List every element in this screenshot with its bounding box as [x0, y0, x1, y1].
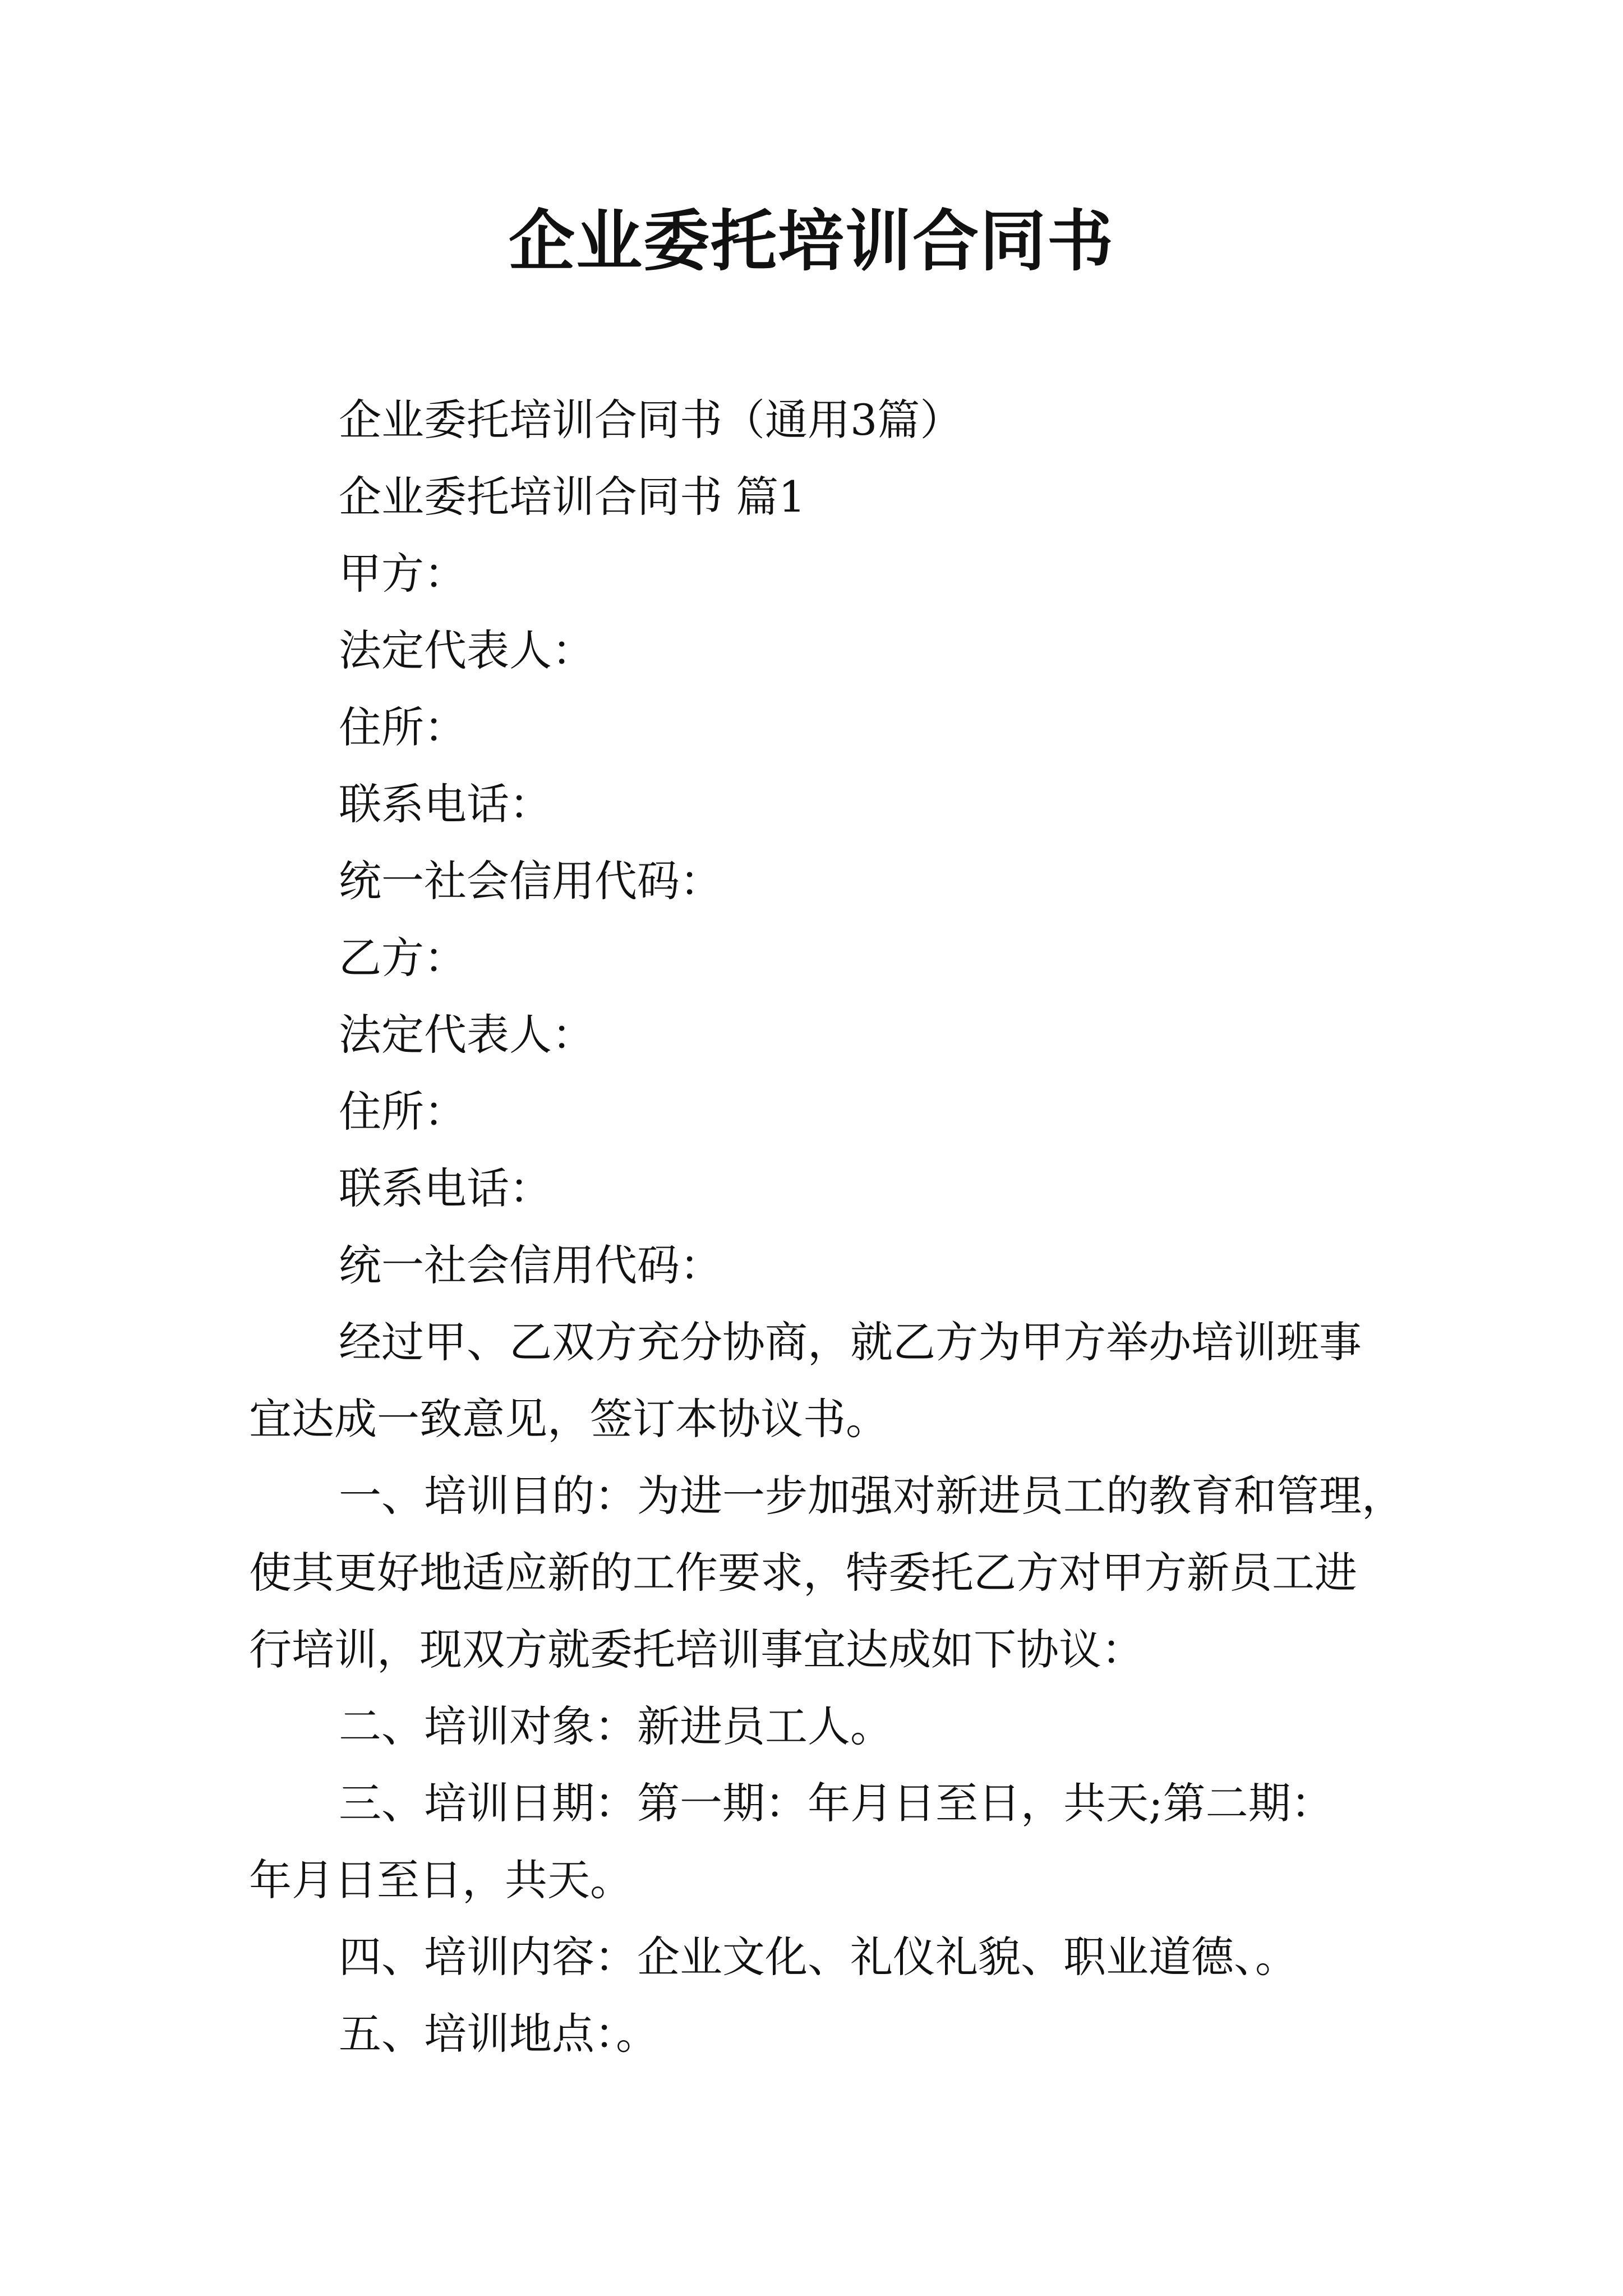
purpose-line: 一、培训目的：为进一步加强对新进员工的教育和管理， [339, 1471, 1404, 1521]
training-target-paragraph [249, 1688, 1393, 1765]
dates-line: 三、培训日期：第一期：年月日至日，共天;第二期： [339, 1778, 1334, 1828]
training-location-paragraph [249, 1995, 1393, 2072]
party-b-credit-code: 统一社会信用代码： [339, 1240, 722, 1290]
party-a-credit-code: 统一社会信用代码： [339, 856, 722, 906]
subtitle-line: 企业委托培训合同书（通用3篇） [339, 395, 963, 445]
party-a-label: 甲方： [339, 549, 467, 599]
training-dates-paragraph [249, 1765, 1393, 1918]
training-content-paragraph [249, 1918, 1393, 1995]
party-a-representative: 法定代表人： [339, 625, 594, 675]
purpose-line: 行培训，现双方就委托培训事宜达成如下协议： [249, 1625, 1144, 1674]
intro-line: 经过甲、乙双方充分协商，就乙方为甲方举办培训班事 [339, 1317, 1362, 1367]
section-heading: 企业委托培训合同书 篇1 [339, 472, 806, 522]
intro-paragraph [249, 1304, 1393, 1457]
training-purpose-paragraph [249, 1457, 1404, 1688]
party-a-address: 住所： [339, 702, 467, 752]
document-body [249, 381, 1404, 2072]
party-b-label: 乙方： [339, 933, 467, 983]
purpose-line: 使其更好地适应新的工作要求，特委托乙方对甲方新员工进 [249, 1548, 1357, 1598]
target-line: 二、培训对象：新进员工人。 [339, 1701, 893, 1751]
party-b-address: 住所： [339, 1087, 467, 1137]
document-title: 企业委托培训合同书 [508, 202, 1114, 280]
dates-line: 年月日至日，共天。 [249, 1855, 633, 1905]
intro-line: 宜达成一致意见，签订本协议书。 [249, 1394, 888, 1444]
party-a-phone: 联系电话： [339, 779, 552, 829]
location-line: 五、培训地点：。 [339, 2009, 658, 2059]
content-line: 四、培训内容：企业文化、礼仪礼貌、职业道德、。 [339, 1932, 1298, 1982]
party-b-representative: 法定代表人： [339, 1010, 594, 1060]
party-b-phone: 联系电话： [339, 1163, 552, 1213]
